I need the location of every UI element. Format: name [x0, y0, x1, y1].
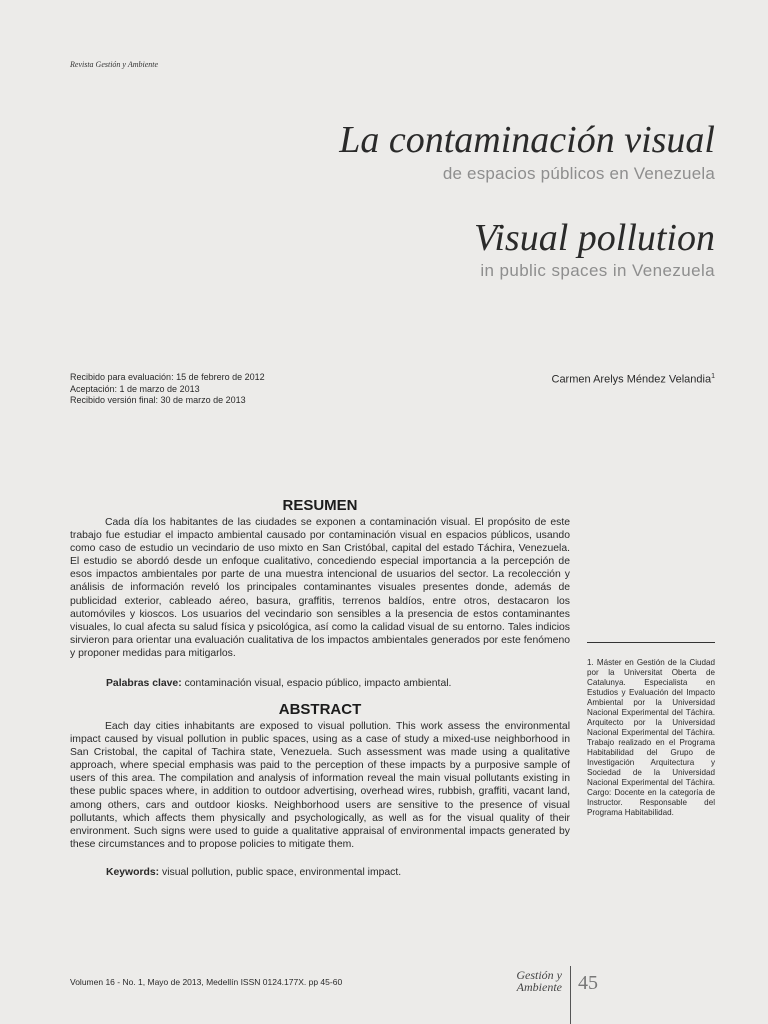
abstract-body	[70, 720, 570, 851]
footnote-text: 1. Máster en Gestión de la Ciudad por la Universitat Oberta de Catalunya. Especialista en Estudios y Evaluación del Impacto Ambiental por la Universidad Nacional Experimental del Táchira. Arquitecto por la Universidad Nacional Experimental del Táchira. Trabajo realizado en el Programa Habitabilidad del Grupo de Investigación Arquitectura y Sociedad de la Universidad Nacional Experimental del Táchira. Cargo: Docente en la categoría de Instructor. Responsable del Programa Habitabilidad.	[587, 658, 715, 817]
title-english: Visual pollution	[473, 217, 715, 259]
author-name: Carmen Arelys Méndez Velandia	[551, 373, 712, 386]
footer-brand-line2: Ambiente	[516, 980, 562, 994]
abstract-keywords-text: visual pollution, public space, environmental impact.	[162, 867, 402, 878]
resumen-keywords-text: contaminación visual, espacio público, impacto ambiental.	[184, 678, 452, 689]
resumen-text: Cada día los habitantes de las ciudades se exponen a contaminación visual. El propósito de este trabajo fue estudiar el impacto ambiental causado por contaminación visual en espacios públicos, usando como caso de estudio un vecindario de uso mixto en San Cristóbal, capital del estado Táchira, Venezuela. El estudio se abordó desde un enfoque cualitativo, concediendo especial importancia a la percepción de esos impactos ambientales por parte de una muestra intencional de usuarios del sector. La recolección y análisis de información reveló los principales contaminantes visuales presentes donde, además de publicidad exterior, cableado aéreo, basura, graffitis, terrenos baldíos, entre otros, destacaron los automóviles y kioscos. Los usuarios del vecindario son sensibles a la presencia de estos contaminantes visuales, lo cual afecta su salud física y psicológica, así como la calidad visual de su entorno. Tales indicios sirvieron para orientar una evaluación cualitativa de los impactos ambientales generados por este fenómeno y proponer medidas para mitigarlos.	[70, 517, 570, 659]
journal-header: Revista Gestión y Ambiente	[70, 60, 159, 69]
subtitle-english: in public spaces in Venezuela	[480, 261, 715, 280]
resumen-heading: RESUMEN	[282, 497, 358, 514]
abstract-text: Each day cities inhabitants are exposed to visual pollution. This work assess the environmental impact caused by visual pollution in public spaces, using as a case of study a mixed-use neighborhood in San Cristobal, the capital of Tachira state, Venezuela. Such assessment was made using a qualitative approach, where special emphasis was paid to the perception of these impacts by a purposive sample of users of this area. The compilation and analysis of information reveal the main visual pollutants existing in these public spaces where, in addition to outdoor advertising, overhead wires, rubbish, graffiti, vacant land, among others, cars and outdoor kiosks. Neighborhood users are sensitive to the presence of visual pollutants, which affects them physically and psychologically, as well as for the visual quality of their environment. Such signs were used to guide a qualitative appraisal of environmental impacts generated by these circumstances and to propose policies to mitigate them.	[70, 721, 570, 850]
resumen-body	[70, 516, 570, 660]
resumen-keywords	[106, 678, 570, 689]
footer-brand-line1: Gestión y	[516, 968, 562, 982]
footer-divider	[570, 966, 571, 1024]
date-accepted: Aceptación: 1 de marzo de 2013	[70, 383, 200, 394]
date-received: Recibido para evaluación: 15 de febrero de 2012	[70, 372, 265, 382]
submission-dates	[70, 372, 265, 407]
abstract-keywords-label: Keywords:	[106, 867, 160, 878]
abstract-heading: ABSTRACT	[278, 701, 362, 718]
footer-brand	[500, 969, 562, 993]
subtitle-spanish: de espacios públicos en Venezuela	[442, 164, 715, 183]
abstract-keywords	[106, 867, 570, 878]
resumen-keywords-label: Palabras clave:	[106, 678, 182, 689]
footer-citation: Volumen 16 - No. 1, Mayo de 2013, Medellín ISSN 0124.177X. pp 45-60	[70, 977, 343, 987]
footnote-rule	[587, 642, 715, 643]
page-number: 45	[578, 972, 598, 994]
title-spanish: La contaminación visual	[339, 119, 715, 161]
footnote	[587, 658, 715, 818]
author-footnote-mark: 1	[711, 373, 715, 380]
author	[552, 373, 716, 386]
date-final: Recibido versión final: 30 de marzo de 2013	[70, 395, 246, 405]
